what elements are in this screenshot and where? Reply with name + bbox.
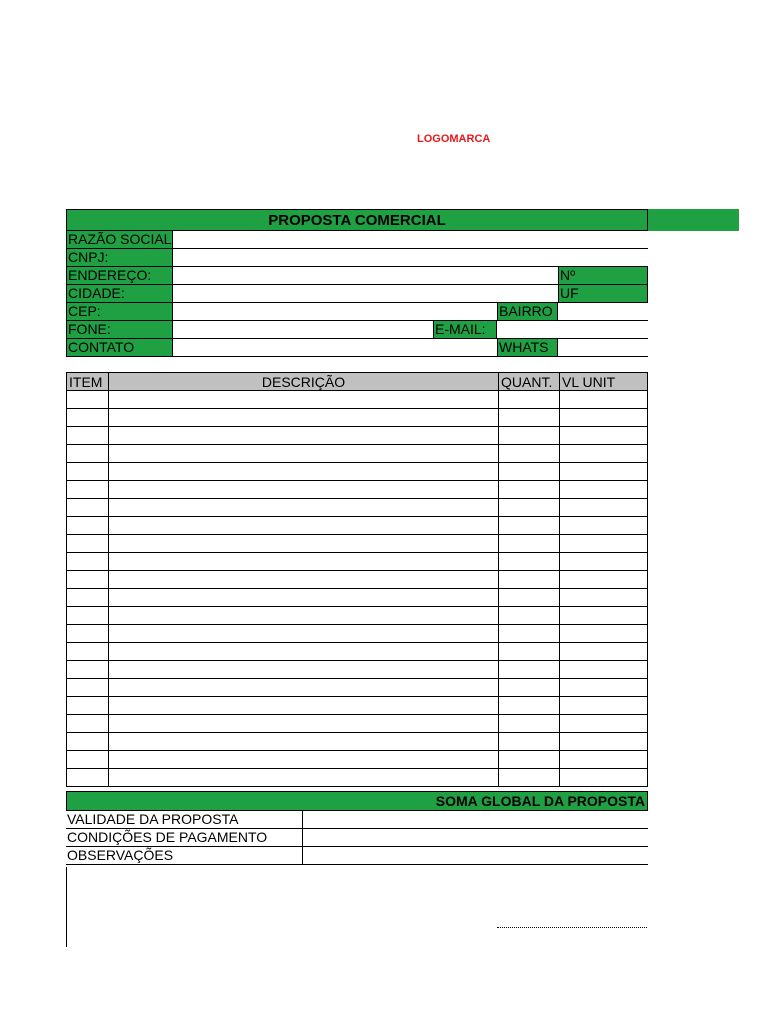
descricao-cell[interactable]	[109, 679, 499, 697]
descricao-cell[interactable]	[109, 661, 499, 679]
bairro-field[interactable]	[558, 303, 648, 321]
vlunit-cell[interactable]	[560, 427, 648, 445]
quant-cell[interactable]	[499, 733, 560, 751]
validade-row	[66, 811, 648, 829]
vlunit-cell[interactable]	[560, 481, 648, 499]
table-row	[67, 571, 648, 589]
whats-label: WHATS	[497, 339, 558, 357]
item-cell[interactable]	[67, 733, 109, 751]
page-title: PROPOSTA COMERCIAL	[66, 209, 648, 231]
table-row	[67, 427, 648, 445]
quant-cell[interactable]	[499, 391, 560, 409]
table-row	[67, 589, 648, 607]
vlunit-cell[interactable]	[560, 391, 648, 409]
item-cell[interactable]	[67, 481, 109, 499]
item-cell[interactable]	[67, 643, 109, 661]
table-row	[67, 391, 648, 409]
validade-label: VALIDADE DA PROPOSTA	[67, 811, 239, 827]
descricao-cell[interactable]	[109, 715, 499, 733]
vlunit-cell[interactable]	[560, 769, 648, 787]
descricao-cell[interactable]	[109, 571, 499, 589]
quant-cell[interactable]	[499, 697, 560, 715]
descricao-cell[interactable]	[109, 481, 499, 499]
items-table	[66, 372, 648, 787]
items-header-row	[67, 373, 648, 391]
descricao-cell[interactable]	[109, 769, 499, 787]
descricao-cell[interactable]	[109, 553, 499, 571]
descricao-cell[interactable]	[109, 445, 499, 463]
fone-field[interactable]	[173, 321, 433, 339]
vlunit-cell[interactable]	[560, 571, 648, 589]
form-row-endereco	[66, 267, 648, 285]
table-row	[67, 481, 648, 499]
col-vlunit-header: VL UNIT	[560, 373, 648, 391]
vlunit-cell[interactable]	[560, 445, 648, 463]
quant-cell[interactable]	[499, 751, 560, 769]
cep-label: CEP:	[66, 303, 173, 321]
quant-cell[interactable]	[499, 679, 560, 697]
item-cell[interactable]	[67, 589, 109, 607]
contato-label: CONTATO	[66, 339, 173, 357]
vlunit-cell[interactable]	[560, 751, 648, 769]
razao-field[interactable]	[173, 231, 648, 249]
item-cell[interactable]	[67, 517, 109, 535]
item-cell[interactable]	[67, 661, 109, 679]
items-body	[67, 391, 648, 787]
item-cell[interactable]	[67, 463, 109, 481]
quant-cell[interactable]	[499, 643, 560, 661]
validade-field[interactable]	[302, 811, 648, 829]
condicoes-row	[66, 829, 648, 847]
title-bar-extension	[648, 209, 739, 231]
table-row	[67, 643, 648, 661]
vlunit-cell[interactable]	[560, 589, 648, 607]
item-cell[interactable]	[67, 697, 109, 715]
descricao-cell[interactable]	[109, 607, 499, 625]
item-cell[interactable]	[67, 751, 109, 769]
item-cell[interactable]	[67, 715, 109, 733]
item-cell[interactable]	[67, 445, 109, 463]
numero-label: Nº	[558, 267, 648, 285]
endereco-field[interactable]	[173, 267, 558, 285]
quant-cell[interactable]	[499, 661, 560, 679]
client-form	[66, 231, 648, 357]
descricao-cell[interactable]	[109, 409, 499, 427]
observacoes-border	[66, 867, 67, 947]
vlunit-cell[interactable]	[560, 715, 648, 733]
vlunit-cell[interactable]	[560, 517, 648, 535]
form-row-cidade	[66, 285, 648, 303]
form-row-contato	[66, 339, 648, 357]
vlunit-cell[interactable]	[560, 733, 648, 751]
descricao-cell[interactable]	[109, 535, 499, 553]
col-item-header: ITEM	[67, 373, 109, 391]
vlunit-cell[interactable]	[560, 535, 648, 553]
descricao-cell[interactable]	[109, 391, 499, 409]
vlunit-cell[interactable]	[560, 625, 648, 643]
quant-cell[interactable]	[499, 571, 560, 589]
item-cell[interactable]	[67, 427, 109, 445]
item-cell[interactable]	[67, 409, 109, 427]
fone-label: FONE:	[66, 321, 173, 339]
signature-line	[497, 927, 647, 928]
form-row-razao	[66, 231, 648, 249]
descricao-cell[interactable]	[109, 751, 499, 769]
item-cell[interactable]	[67, 625, 109, 643]
descricao-cell[interactable]	[109, 733, 499, 751]
email-field[interactable]	[497, 321, 648, 339]
quant-cell[interactable]	[499, 589, 560, 607]
logo-placeholder: LOGOMARCA	[417, 133, 491, 145]
table-row	[67, 661, 648, 679]
table-row	[67, 463, 648, 481]
vlunit-cell[interactable]	[560, 679, 648, 697]
descricao-cell[interactable]	[109, 463, 499, 481]
table-row	[67, 445, 648, 463]
quant-cell[interactable]	[499, 607, 560, 625]
vlunit-cell[interactable]	[560, 409, 648, 427]
descricao-cell[interactable]	[109, 697, 499, 715]
descricao-cell[interactable]	[109, 589, 499, 607]
item-cell[interactable]	[67, 607, 109, 625]
descricao-cell[interactable]	[109, 517, 499, 535]
item-cell[interactable]	[67, 535, 109, 553]
soma-global-label: SOMA GLOBAL DA PROPOSTA	[66, 791, 648, 811]
descricao-cell[interactable]	[109, 427, 499, 445]
descricao-cell[interactable]	[109, 499, 499, 517]
vlunit-cell[interactable]	[560, 697, 648, 715]
uf-label: UF	[558, 285, 648, 303]
table-row	[67, 625, 648, 643]
cnpj-label: CNPJ:	[66, 249, 173, 267]
cidade-field[interactable]	[173, 285, 558, 303]
condicoes-label: CONDIÇÕES DE PAGAMENTO	[67, 829, 268, 845]
table-row	[67, 697, 648, 715]
quant-cell[interactable]	[499, 625, 560, 643]
table-row	[67, 499, 648, 517]
form-row-fone	[66, 321, 648, 339]
item-cell[interactable]	[67, 769, 109, 787]
table-row	[67, 535, 648, 553]
observacoes-field[interactable]	[302, 847, 648, 865]
table-row	[67, 769, 648, 787]
col-descricao-header: DESCRIÇÃO	[109, 373, 499, 391]
quant-cell[interactable]	[499, 499, 560, 517]
quant-cell[interactable]	[499, 715, 560, 733]
cep-field[interactable]	[173, 303, 497, 321]
quant-cell[interactable]	[499, 445, 560, 463]
form-row-cep	[66, 303, 648, 321]
table-row	[67, 607, 648, 625]
vlunit-cell[interactable]	[560, 607, 648, 625]
quant-cell[interactable]	[499, 517, 560, 535]
descricao-cell[interactable]	[109, 643, 499, 661]
table-row	[67, 679, 648, 697]
vlunit-cell[interactable]	[560, 553, 648, 571]
condicoes-field[interactable]	[302, 829, 648, 847]
table-row	[67, 517, 648, 535]
quant-cell[interactable]	[499, 463, 560, 481]
vlunit-cell[interactable]	[560, 661, 648, 679]
item-cell[interactable]	[67, 571, 109, 589]
item-cell[interactable]	[67, 553, 109, 571]
whats-field[interactable]	[558, 339, 648, 357]
contato-field[interactable]	[173, 339, 497, 357]
quant-cell[interactable]	[499, 409, 560, 427]
bairro-label: BAIRRO	[497, 303, 558, 321]
razao-label: RAZÃO SOCIAL	[68, 231, 172, 247]
table-row	[67, 751, 648, 769]
email-label: E-MAIL:	[433, 321, 497, 339]
footer-section	[66, 811, 648, 865]
table-row	[67, 553, 648, 571]
vlunit-cell[interactable]	[560, 643, 648, 661]
endereco-label: ENDEREÇO:	[66, 267, 173, 285]
quant-cell[interactable]	[499, 769, 560, 787]
table-row	[67, 409, 648, 427]
col-quant-header: QUANT.	[499, 373, 560, 391]
vlunit-cell[interactable]	[560, 463, 648, 481]
item-cell[interactable]	[67, 499, 109, 517]
quant-cell[interactable]	[499, 481, 560, 499]
table-row	[67, 715, 648, 733]
item-cell[interactable]	[67, 391, 109, 409]
descricao-cell[interactable]	[109, 625, 499, 643]
observacoes-row	[66, 847, 648, 865]
observacoes-label: OBSERVAÇÕES	[67, 847, 174, 863]
item-cell[interactable]	[67, 679, 109, 697]
quant-cell[interactable]	[499, 427, 560, 445]
cidade-label: CIDADE:	[66, 285, 173, 303]
vlunit-cell[interactable]	[560, 499, 648, 517]
quant-cell[interactable]	[499, 535, 560, 553]
quant-cell[interactable]	[499, 553, 560, 571]
form-row-cnpj	[66, 249, 648, 267]
table-row	[67, 733, 648, 751]
cnpj-field[interactable]	[173, 249, 648, 267]
